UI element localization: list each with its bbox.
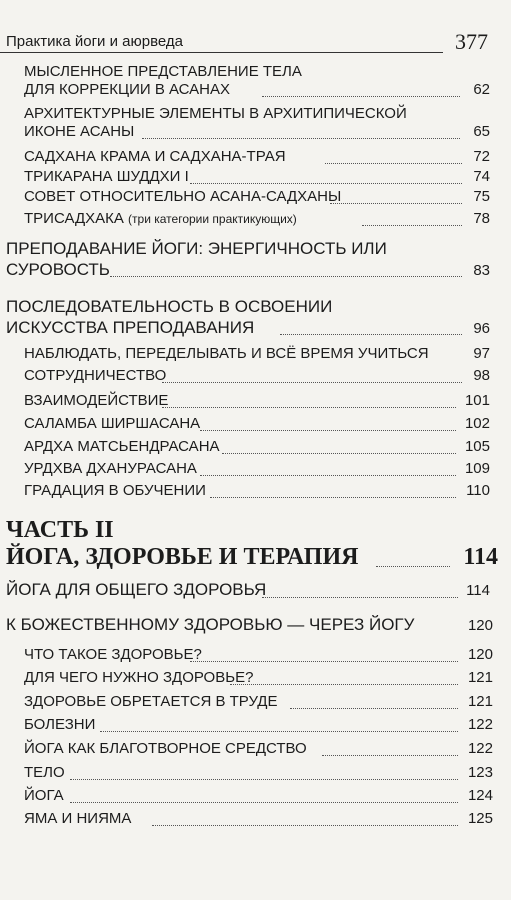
dot-leader — [362, 225, 462, 226]
toc-entry-line: САЛАМБА ШИРШАСАНА — [24, 415, 201, 432]
toc-entry-line: ПРЕПОДАВАНИЕ ЙОГИ: ЭНЕРГИЧНОСТЬ ИЛИ — [6, 239, 387, 258]
dot-leader — [210, 497, 456, 498]
toc-page: 125 — [467, 810, 493, 827]
dot-leader — [100, 731, 458, 732]
toc-entry-line: ИСКУССТВА ПРЕПОДАВАНИЯ — [6, 318, 255, 337]
toc-entry-line: СОТРУДНИЧЕСТВО — [24, 367, 167, 384]
toc-entry-line: АРХИТЕКТУРНЫЕ ЭЛЕМЕНТЫ В АРХИТИПИЧЕСКОЙ — [24, 105, 407, 122]
toc-entry-line: К БОЖЕСТВЕННОМУ ЗДОРОВЬЮ — ЧЕРЕЗ ЙОГУ — [6, 615, 415, 634]
toc-entry-line: ЙОГА ДЛЯ ОБЩЕГО ЗДОРОВЬЯ — [6, 580, 267, 599]
toc-page: 124 — [467, 787, 493, 804]
toc-entry-line: ДЛЯ ЧЕГО НУЖНО ЗДОРОВЬЕ? — [24, 669, 254, 686]
toc-entry-line — [24, 210, 297, 227]
dot-leader — [190, 661, 458, 662]
part-title: ЙОГА, ЗДОРОВЬЕ И ТЕРАПИЯ — [6, 544, 359, 570]
dot-leader — [322, 755, 458, 756]
toc-entry-line: ВЗАИМОДЕЙСТВИЕ — [24, 392, 169, 409]
dot-leader — [262, 597, 458, 598]
dot-leader — [162, 407, 456, 408]
toc-entry-line: ЗДОРОВЬЕ ОБРЕТАЕТСЯ В ТРУДЕ — [24, 693, 278, 710]
dot-leader — [190, 183, 462, 184]
dot-leader — [70, 802, 458, 803]
toc-page: 72 — [473, 148, 490, 165]
toc-page: 122 — [467, 740, 493, 757]
dot-leader — [110, 276, 462, 277]
dot-leader — [290, 708, 458, 709]
toc-page: 102 — [464, 415, 490, 432]
toc-page: 75 — [473, 188, 490, 205]
toc-page: 65 — [473, 123, 490, 140]
dot-leader — [152, 825, 458, 826]
toc-entry-line: СУРОВОСТЬ — [6, 260, 110, 279]
toc-entry-line: ТРИКАРАНА ШУДДХИ I — [24, 168, 189, 185]
toc-entry-line: ДЛЯ КОРРЕКЦИИ В АСАНАХ — [24, 81, 231, 98]
toc-entry-line: МЫСЛЕННОЕ ПРЕДСТАВЛЕНИЕ ТЕЛА — [24, 63, 302, 80]
toc-page: 97 — [473, 345, 490, 362]
toc-entry-line: УРДХВА ДХАНУРАСАНА — [24, 460, 197, 477]
toc-entry-line: ТЕЛО — [24, 764, 65, 781]
part-label: ЧАСТЬ II — [6, 517, 114, 543]
toc-page: 121 — [467, 693, 493, 710]
dot-leader — [162, 382, 462, 383]
toc-entry-line: ПОСЛЕДОВАТЕЛЬНОСТЬ В ОСВОЕНИИ — [6, 297, 333, 316]
page-number: 377 — [455, 29, 488, 54]
toc-page: 114 — [466, 582, 490, 599]
toc-entry-line: ЙОГА — [24, 787, 64, 804]
toc-entry-line: АРДХА МАТСЬЕНДРАСАНА — [24, 438, 220, 455]
dot-leader — [70, 779, 458, 780]
toc-page: 114 — [463, 544, 498, 570]
toc-page: 78 — [473, 210, 490, 227]
dot-leader — [376, 566, 450, 567]
toc-page: 122 — [467, 716, 493, 733]
dot-leader — [280, 334, 462, 335]
toc-entry-note: (три категории практикующих) — [128, 212, 297, 226]
toc-page: 109 — [464, 460, 490, 477]
toc-page: 62 — [473, 81, 490, 98]
toc-entry-line: САДХАНА КРАМА И САДХАНА-ТРАЯ — [24, 148, 286, 165]
toc-page: 121 — [467, 669, 493, 686]
toc-entry-line: БОЛЕЗНИ — [24, 716, 96, 733]
toc-entry-line: ЙОГА КАК БЛАГОТВОРНОЕ СРЕДСТВО — [24, 740, 307, 757]
toc-page: 110 — [466, 482, 490, 499]
toc-entry-line: ИКОНЕ АСАНЫ — [24, 123, 135, 140]
toc-entry-line: НАБЛЮДАТЬ, ПЕРЕДЕЛЫВАТЬ И ВСЁ ВРЕМЯ УЧИТЬСЯ — [24, 345, 429, 362]
dot-leader — [200, 430, 456, 431]
toc-page: 96 — [473, 320, 490, 337]
toc-page: 83 — [473, 262, 490, 279]
toc-page: 98 — [473, 367, 490, 384]
toc-page: 105 — [464, 438, 490, 455]
toc-page: 101 — [464, 392, 490, 409]
toc-page: 123 — [467, 764, 493, 781]
toc-entry-line: СОВЕТ ОТНОСИТЕЛЬНО АСАНА-САДХАНЫ — [24, 188, 342, 205]
dot-leader — [222, 453, 456, 454]
dot-leader — [200, 475, 456, 476]
toc-page: 74 — [473, 168, 490, 185]
toc-entry-line: ЧТО ТАКОЕ ЗДОРОВЬЕ? — [24, 646, 202, 663]
dot-leader — [230, 684, 458, 685]
dot-leader — [330, 203, 462, 204]
running-title: Практика йоги и аюрведа — [6, 33, 183, 50]
toc-entry-line: ГРАДАЦИЯ В ОБУЧЕНИИ — [24, 482, 206, 499]
toc-entry-line: ЯМА И НИЯМА — [24, 810, 132, 827]
dot-leader — [325, 163, 462, 164]
dot-leader — [142, 138, 460, 139]
toc-page: 120 — [467, 646, 493, 663]
toc-entry-title: ТРИСАДХАКА — [24, 210, 124, 227]
dot-leader — [262, 96, 460, 97]
toc-page: 120 — [467, 617, 493, 634]
